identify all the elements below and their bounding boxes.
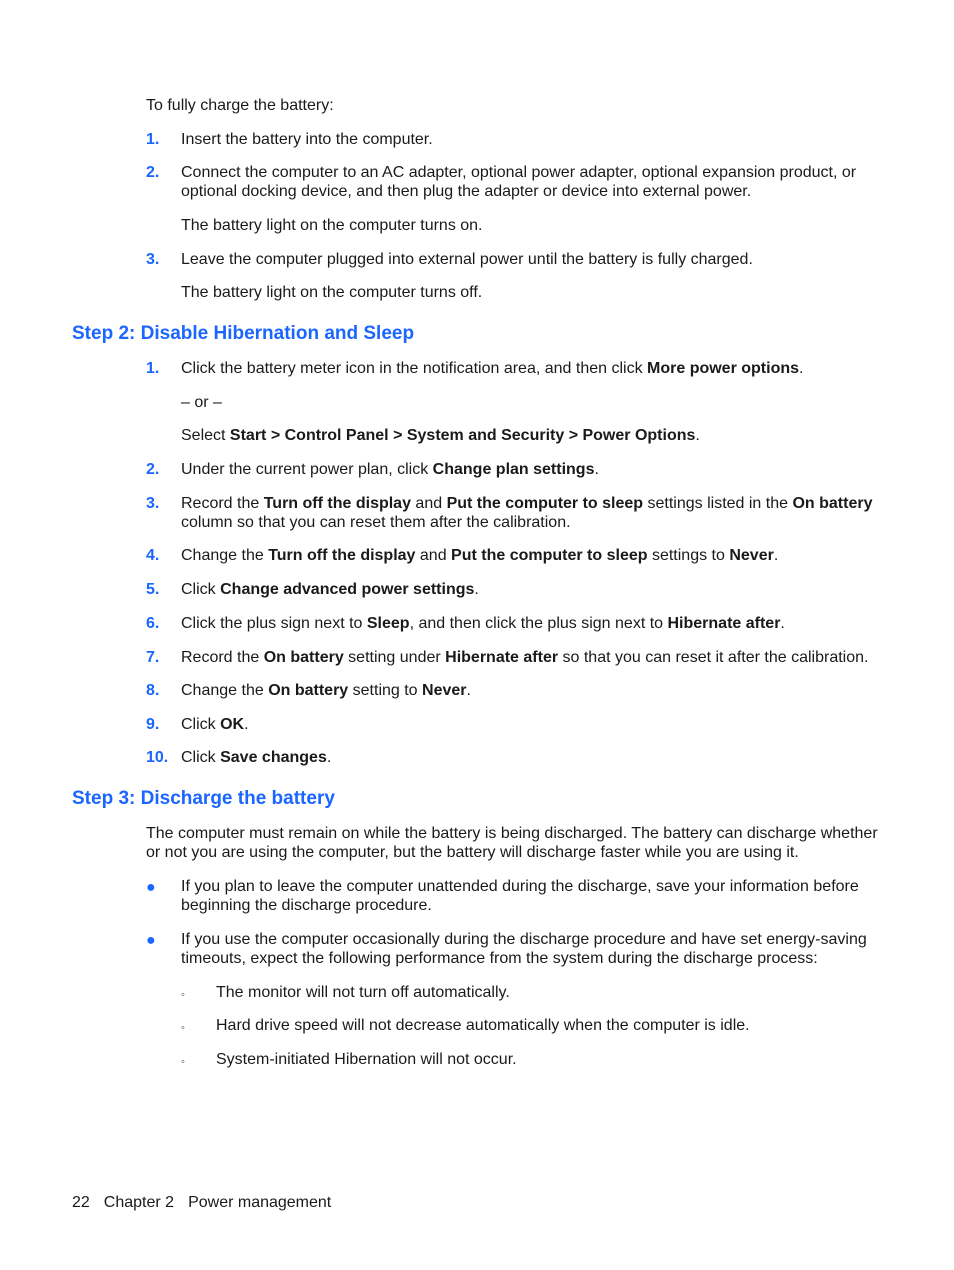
page-footer	[72, 1193, 345, 1212]
or-separator: – or –	[181, 394, 222, 411]
step-number: 6.	[146, 615, 160, 632]
step-text: Under the current power plan, click Change plan settings.	[181, 461, 599, 478]
sub-bullet-icon: ◦	[181, 989, 185, 1001]
step-number: 7.	[146, 649, 160, 666]
step-number: 8.	[146, 682, 160, 699]
section-heading: Step 3: Discharge the battery	[72, 788, 335, 809]
step-text: Change the Turn off the display and Put the computer to sleep settings to Never.	[181, 547, 779, 564]
step-text: Click the battery meter icon in the notification area, and then click More power options.	[181, 360, 804, 377]
step-text: Change the On battery setting to Never.	[181, 682, 471, 699]
step-number: 3.	[146, 495, 160, 512]
step-text: Insert the battery into the computer.	[181, 131, 433, 148]
sub-bullet-icon: ◦	[181, 1056, 185, 1068]
bullet-text: If you use the computer occasionally during the discharge procedure and have set energy-saving timeouts, expect the following performance from the system during the discharge process:	[181, 931, 867, 967]
step-text: Record the On battery setting under Hibernate after so that you can reset it after the calibration.	[181, 649, 869, 666]
step-number: 9.	[146, 716, 160, 733]
bullet-text: If you plan to leave the computer unattended during the discharge, save your information before beginning the discharge procedure.	[181, 878, 859, 914]
step-number: 1.	[146, 131, 160, 148]
sub-bullet-text: Hard drive speed will not decrease automatically when the computer is idle.	[216, 1017, 750, 1034]
body-paragraph: The computer must remain on while the battery is being discharged. The battery can discharge whether or not you are using the computer, but the battery will discharge faster while you are using it.	[146, 825, 878, 861]
section-heading: Step 2: Disable Hibernation and Sleep	[72, 323, 415, 344]
step-text: Click OK.	[181, 716, 249, 733]
step-text: Click the plus sign next to Sleep, and then click the plus sign next to Hibernate after.	[181, 615, 785, 632]
page-number: 22	[72, 1194, 90, 1211]
step-text: Click Change advanced power settings.	[181, 581, 479, 598]
step-text: Record the Turn off the display and Put the computer to sleep settings listed in the On battery column so that you can reset them after the calibration.	[181, 495, 873, 531]
step-number: 10.	[146, 749, 169, 766]
sub-bullet-text: System-initiated Hibernation will not occur.	[216, 1051, 517, 1068]
step-number: 2.	[146, 461, 160, 478]
chapter-label: Chapter 2	[103, 1194, 175, 1211]
chapter-title: Power management	[188, 1194, 332, 1211]
step-text: Leave the computer plugged into external power until the battery is fully charged.	[181, 251, 753, 268]
step-number: 5.	[146, 581, 160, 598]
step-note: The battery light on the computer turns on.	[181, 217, 483, 234]
step-number: 3.	[146, 251, 160, 268]
sub-bullet-text: The monitor will not turn off automatically.	[216, 984, 510, 1001]
bullet-icon: ●	[146, 879, 156, 896]
step-number: 2.	[146, 164, 160, 181]
step-number: 1.	[146, 360, 160, 377]
bullet-icon: ●	[146, 932, 156, 949]
step-text: Click Save changes.	[181, 749, 332, 766]
sub-bullet-icon: ◦	[181, 1022, 185, 1034]
step-text: Select Start > Control Panel > System and Security > Power Options.	[181, 427, 700, 444]
step-number: 4.	[146, 547, 160, 564]
step-text: Connect the computer to an AC adapter, optional power adapter, optional expansion product, or optional docking device, and then plug the adapter or device into external power.	[181, 164, 857, 200]
step-note: The battery light on the computer turns off.	[181, 284, 483, 301]
intro-text: To fully charge the battery:	[146, 97, 334, 114]
